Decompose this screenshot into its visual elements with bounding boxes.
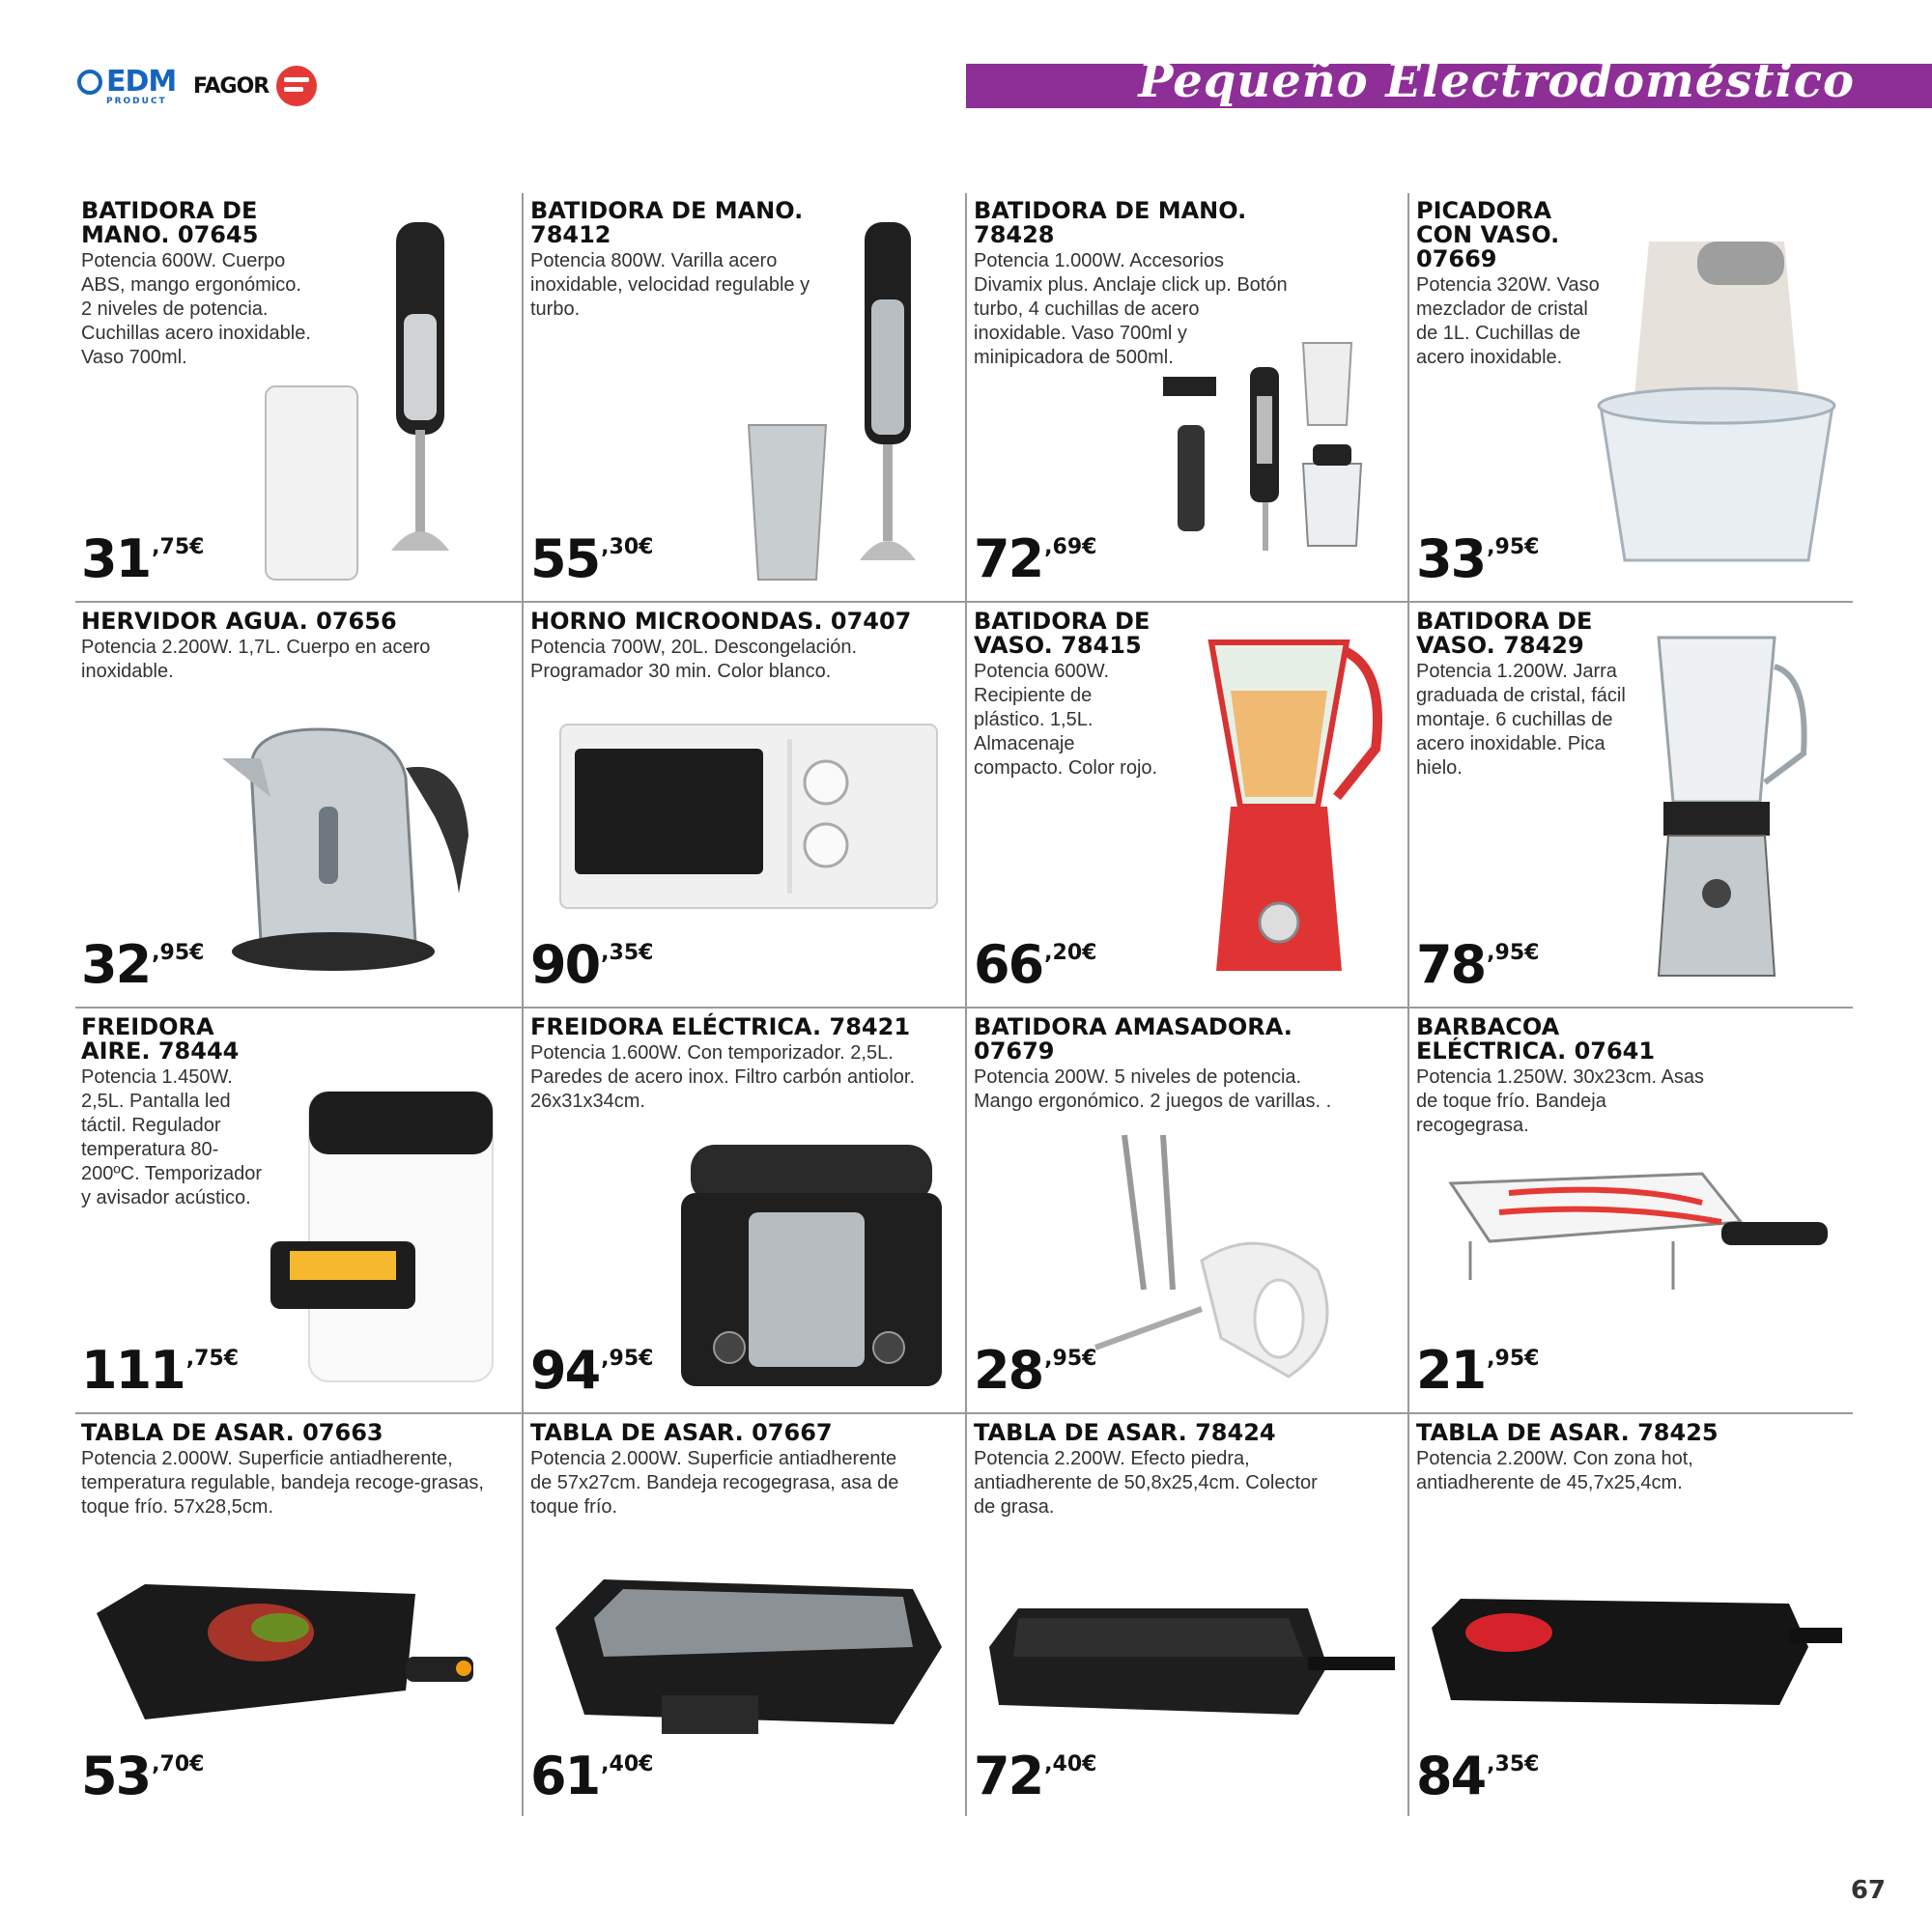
product-card xyxy=(77,1009,514,1410)
product-card xyxy=(77,604,514,1005)
product-price xyxy=(974,528,1097,589)
price-decimal: ,95€ xyxy=(601,1347,654,1371)
product-image xyxy=(1192,633,1385,994)
product-image xyxy=(87,1575,502,1733)
product-card xyxy=(526,1415,957,1816)
price-integer: 28 xyxy=(974,1340,1043,1401)
product-image xyxy=(555,720,942,917)
product-price xyxy=(974,1746,1097,1806)
product-description: Potencia 2.200W. Efecto piedra, antiadherente de 50,8x25,4cm. Colector de grasa. xyxy=(974,1448,1318,1518)
product-price xyxy=(530,528,654,589)
product-card xyxy=(526,1009,957,1410)
product-description: Potencia 1.600W. Con temporizador. 2,5L. Paredes de acero inox. Filtro carbón antiolor. 26x31x34cm. xyxy=(530,1042,915,1112)
product-grid xyxy=(75,193,1853,1826)
page-number: 67 xyxy=(1850,1876,1886,1905)
price-decimal: ,95€ xyxy=(1044,1347,1097,1371)
product-description: Potencia 600W. Cuerpo ABS, mango ergonómico. 2 niveles de potencia. Cuchillas acero inoxidable. Vaso 700ml. xyxy=(81,250,311,368)
product-title: TABLA DE ASAR. 78425 xyxy=(1416,1419,1719,1446)
product-price xyxy=(1416,528,1540,589)
price-integer: 31 xyxy=(81,528,151,589)
product-title: BARBACOA ELÉCTRICA. 07641 xyxy=(1416,1013,1656,1065)
price-decimal: ,70€ xyxy=(152,1752,205,1776)
product-card xyxy=(970,1415,1400,1816)
product-description: Potencia 320W. Vaso mezclador de cristal de 1L. Cuchillas de acero inoxidable. xyxy=(1416,274,1600,368)
grid-divider-vertical xyxy=(1407,193,1409,1816)
price-integer: 32 xyxy=(81,934,151,995)
price-decimal: ,40€ xyxy=(1044,1752,1097,1776)
price-integer: 61 xyxy=(530,1746,600,1806)
grid-divider-horizontal xyxy=(75,601,1853,603)
grid-divider-vertical xyxy=(965,193,967,1816)
product-image xyxy=(546,1560,952,1757)
price-decimal: ,35€ xyxy=(601,941,654,965)
price-decimal: ,69€ xyxy=(1044,535,1097,559)
price-integer: 21 xyxy=(1416,1340,1486,1401)
product-image xyxy=(213,700,502,994)
price-integer: 72 xyxy=(974,528,1043,589)
product-title: TABLA DE ASAR. 07663 xyxy=(81,1419,384,1446)
product-description: Potencia 2.000W. Superficie antiadherente, temperatura regulable, bandeja recoge-grasas, toque frío. 57x28,5cm. xyxy=(81,1448,484,1518)
product-price xyxy=(530,1340,654,1401)
product-description: Potencia 200W. 5 niveles de potencia. Mango ergonómico. 2 juegos de varillas. . xyxy=(974,1066,1332,1112)
fagor-logo-text: FAGOR xyxy=(193,73,270,99)
product-price xyxy=(81,1340,240,1401)
price-decimal: ,40€ xyxy=(601,1752,654,1776)
price-decimal: ,95€ xyxy=(152,941,205,965)
price-decimal: ,95€ xyxy=(1487,941,1540,965)
product-description: Potencia 700W, 20L. Descongelación. Programador 30 min. Color blanco. xyxy=(530,637,857,682)
price-integer: 66 xyxy=(974,934,1043,995)
edm-logo-sub: PRODUCT xyxy=(106,97,167,106)
product-price xyxy=(1416,1746,1540,1806)
product-description: Potencia 2.200W. Con zona hot, antiadherente de 45,7x25,4cm. xyxy=(1416,1448,1693,1493)
price-integer: 53 xyxy=(81,1746,151,1806)
edm-logo-icon xyxy=(77,70,102,95)
product-price xyxy=(81,528,205,589)
product-description: Potencia 1.000W. Accesorios Divamix plus. Anclaje click up. Botón turbo, 4 cuchillas de acero inoxidable. Vaso 700ml y minipicadora de 500ml. xyxy=(974,250,1288,368)
product-price xyxy=(974,934,1097,995)
product-image xyxy=(1432,1164,1837,1313)
product-image xyxy=(261,1087,502,1400)
product-description: Potencia 2.200W. 1,7L. Cuerpo en acero inoxidable. xyxy=(81,637,431,682)
product-description: Potencia 800W. Varilla acero inoxidable, velocidad regulable y turbo. xyxy=(530,250,810,320)
grid-divider-horizontal xyxy=(75,1412,1853,1414)
price-integer: 33 xyxy=(1416,528,1486,589)
product-card xyxy=(526,193,957,599)
product-image xyxy=(980,1589,1400,1738)
section-title: Pequeño Electrodoméstico xyxy=(1138,54,1855,108)
product-description: Potencia 1.250W. 30x23cm. Asas de toque frío. Bandeja recogegrasa. xyxy=(1416,1066,1704,1136)
product-card xyxy=(1412,604,1847,1005)
price-decimal: ,35€ xyxy=(1487,1752,1540,1776)
product-description: Potencia 1.450W. 2,5L. Pantalla led táctil. Regulador temperatura 80-200ºC. Temporizador y avisador acústico. xyxy=(81,1066,263,1208)
product-description: Potencia 2.000W. Superficie antiadherente de 57x27cm. Bandeja recogegrasa, asa de toque frío. xyxy=(530,1448,899,1518)
product-title: PICADORA CON VASO. 07669 xyxy=(1416,197,1560,272)
fagor-logo xyxy=(193,66,317,106)
price-decimal: ,95€ xyxy=(1487,535,1540,559)
product-price xyxy=(1416,934,1540,995)
product-title: BATIDORA AMASADORA. 07679 xyxy=(974,1013,1293,1065)
price-integer: 90 xyxy=(530,934,600,995)
product-title: FREIDORA ELÉCTRICA. 78421 xyxy=(530,1013,911,1040)
product-card xyxy=(970,604,1400,1005)
product-title: FREIDORA AIRE. 78444 xyxy=(81,1013,240,1065)
product-title: TABLA DE ASAR. 07667 xyxy=(530,1419,833,1446)
product-description: Potencia 1.200W. Jarra graduada de cristal, fácil montaje. 6 cuchillas de acero inoxidable. Pica hielo. xyxy=(1416,661,1626,779)
page-header xyxy=(0,0,1932,145)
product-card xyxy=(77,193,514,599)
product-card xyxy=(526,604,957,1005)
product-image xyxy=(671,1135,952,1400)
product-image xyxy=(1591,232,1842,593)
product-image xyxy=(1066,1116,1356,1409)
product-title: BATIDORA DE MANO. 78428 xyxy=(974,197,1247,248)
price-integer: 78 xyxy=(1416,934,1486,995)
product-title: BATIDORA DE MANO. 78412 xyxy=(530,197,804,248)
product-image xyxy=(1422,1579,1847,1728)
price-integer: 72 xyxy=(974,1746,1043,1806)
edm-logo-text: EDM xyxy=(106,65,177,99)
product-card xyxy=(77,1415,514,1816)
price-integer: 84 xyxy=(1416,1746,1486,1806)
product-card xyxy=(970,1009,1400,1410)
product-image xyxy=(1630,628,1813,999)
fagor-logo-icon xyxy=(276,66,317,106)
product-card xyxy=(1412,1009,1847,1410)
product-title: HERVIDOR AGUA. 07656 xyxy=(81,608,397,635)
price-decimal: ,95€ xyxy=(1487,1347,1540,1371)
product-price xyxy=(530,934,654,995)
product-price xyxy=(81,1746,205,1806)
product-title: HORNO MICROONDAS. 07407 xyxy=(530,608,912,635)
product-title: BATIDORA DE VASO. 78429 xyxy=(1416,608,1593,659)
product-description: Potencia 600W. Recipiente de plástico. 1,5L. Almacenaje compacto. Color rojo. xyxy=(974,661,1158,779)
product-price xyxy=(530,1746,654,1806)
product-card xyxy=(970,193,1400,599)
product-title: TABLA DE ASAR. 78424 xyxy=(974,1419,1276,1446)
price-integer: 55 xyxy=(530,528,600,589)
product-image xyxy=(1158,338,1395,574)
product-price xyxy=(81,934,205,995)
product-card xyxy=(1412,193,1847,599)
grid-divider-horizontal xyxy=(75,1007,1853,1009)
product-price xyxy=(974,1340,1097,1401)
price-integer: 111 xyxy=(81,1340,185,1401)
price-decimal: ,20€ xyxy=(1044,941,1097,965)
product-title: BATIDORA DE VASO. 78415 xyxy=(974,608,1151,659)
product-price xyxy=(1416,1340,1540,1401)
price-decimal: ,30€ xyxy=(601,535,654,559)
price-integer: 94 xyxy=(530,1340,600,1401)
edm-logo xyxy=(77,65,177,106)
price-decimal: ,75€ xyxy=(185,1347,240,1371)
price-decimal: ,75€ xyxy=(152,535,205,559)
product-title: BATIDORA DE MANO. 07645 xyxy=(81,197,259,248)
product-card xyxy=(1412,1415,1847,1816)
grid-divider-vertical xyxy=(522,193,524,1816)
